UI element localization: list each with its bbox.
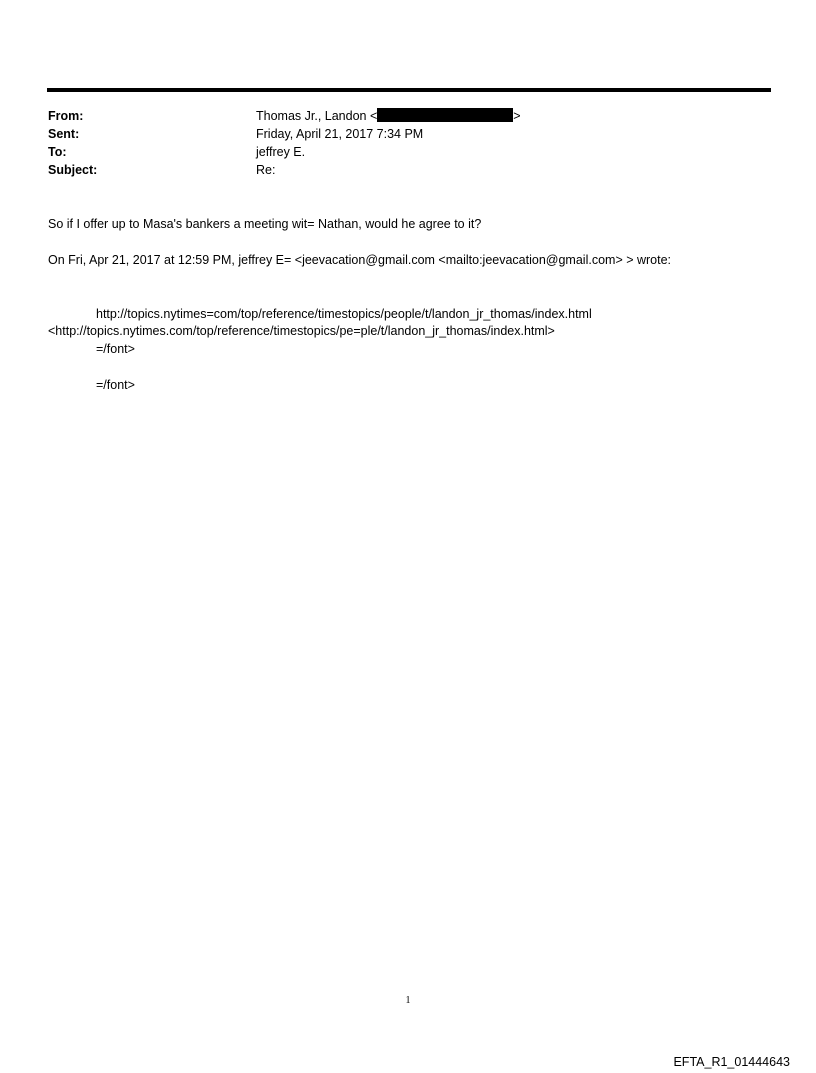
quoted-header-line: On Fri, Apr 21, 2017 at 12:59 PM, jeffrey E= <jeevacation@gmail.com <mailto:jeevacation@gmail.com> > wrote:: [48, 253, 672, 267]
to-value: jeffrey E.: [256, 145, 306, 159]
font-tag-line: =/font>: [96, 342, 135, 356]
font-tag-line-2: =/font>: [96, 378, 135, 392]
subject-value: Re:: [256, 163, 276, 177]
quoted-link-line: http://topics.nytimes=com/top/reference/timestopics/people/t/landon_jr_thomas/index.html: [96, 307, 592, 321]
sent-label: Sent:: [48, 127, 80, 141]
page-number: 1: [405, 995, 411, 1006]
subject-label: Subject:: [48, 163, 98, 177]
redaction-block: [377, 108, 513, 122]
quoted-link-line-2: <http://topics.nytimes.com/top/reference/timestopics/pe=ple/t/landon_jr_thomas/index.html>: [48, 324, 555, 338]
from-name: Thomas Jr., Landon <: [256, 109, 378, 123]
sent-value: Friday, April 21, 2017 7:34 PM: [256, 127, 424, 141]
from-value: [256, 107, 521, 125]
document-id: EFTA_R1_01444643: [673, 1055, 790, 1069]
message-body-line: So if I offer up to Masa's bankers a meeting wit= Nathan, would he agree to it?: [48, 217, 482, 231]
from-label: From:: [48, 109, 84, 123]
to-label: To:: [48, 145, 67, 159]
header-divider: [47, 88, 771, 92]
from-value-end: >: [513, 109, 521, 123]
